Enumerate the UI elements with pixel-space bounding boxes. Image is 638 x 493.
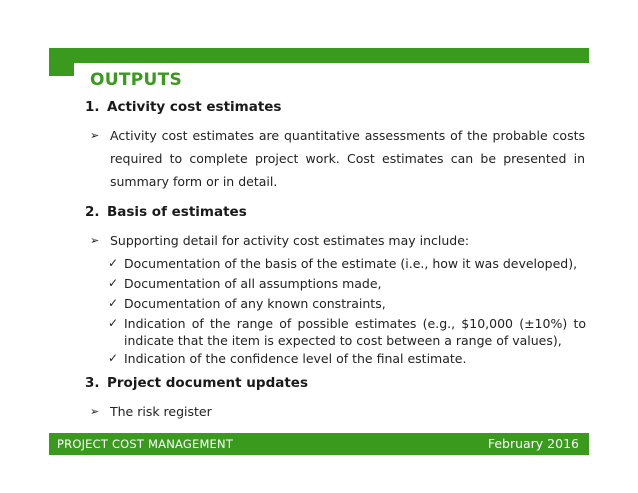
- section-number: 2.: [85, 204, 100, 220]
- check-text: Documentation of all assumptions made,: [124, 276, 382, 291]
- list-item: [90, 400, 585, 423]
- check-text: Documentation of the basis of the estimate (i.e., how it was developed),: [124, 256, 578, 271]
- section-heading-1: [85, 99, 281, 115]
- check-icon: ✓: [108, 296, 119, 310]
- arrow-bullet-icon: ➢: [90, 129, 100, 142]
- check-text: Indication of the range of possible estimates (e.g., $10,000 (±10%) to indicate that the item is expected to cost between a range of values),: [124, 316, 586, 348]
- bullet-text: Activity cost estimates are quantitative assessments of the probable costs required to complete project work. Cost estimates can be presented in summary form or in detail.: [110, 128, 585, 189]
- check-text: Documentation of any known constraints,: [124, 296, 386, 311]
- bullet-text: Supporting detail for activity cost estimates may include:: [110, 233, 470, 248]
- check-list-item: [108, 315, 586, 349]
- arrow-bullet-icon: ➢: [90, 405, 100, 418]
- check-list-item: [108, 255, 586, 272]
- section-heading-text: Basis of estimates: [107, 204, 247, 220]
- footer-title: PROJECT COST MANAGEMENT: [57, 437, 234, 451]
- header-bar: [49, 48, 589, 63]
- bullet-text: The risk register: [110, 404, 212, 419]
- check-list-item: [108, 275, 586, 292]
- list-item: [90, 124, 585, 193]
- arrow-bullet-icon: ➢: [90, 234, 100, 247]
- section-heading-3: [85, 375, 308, 391]
- check-icon: ✓: [108, 316, 119, 330]
- section-number: 1.: [85, 99, 100, 115]
- slide-title: OUTPUTS: [90, 70, 183, 90]
- section-heading-text: Activity cost estimates: [107, 99, 282, 115]
- section-heading-2: [85, 204, 247, 220]
- check-icon: ✓: [108, 351, 119, 365]
- footer-date: February 2016: [487, 436, 579, 451]
- footer-bar: [49, 433, 589, 455]
- section-number: 3.: [85, 375, 100, 391]
- check-list-item: [108, 350, 586, 367]
- check-list-item: [108, 295, 586, 312]
- check-icon: ✓: [108, 256, 119, 270]
- list-item: [90, 229, 585, 252]
- check-icon: ✓: [108, 276, 119, 290]
- check-text: Indication of the confidence level of the final estimate.: [124, 351, 467, 366]
- section-heading-text: Project document updates: [107, 375, 308, 391]
- header-side-tab: [49, 48, 74, 76]
